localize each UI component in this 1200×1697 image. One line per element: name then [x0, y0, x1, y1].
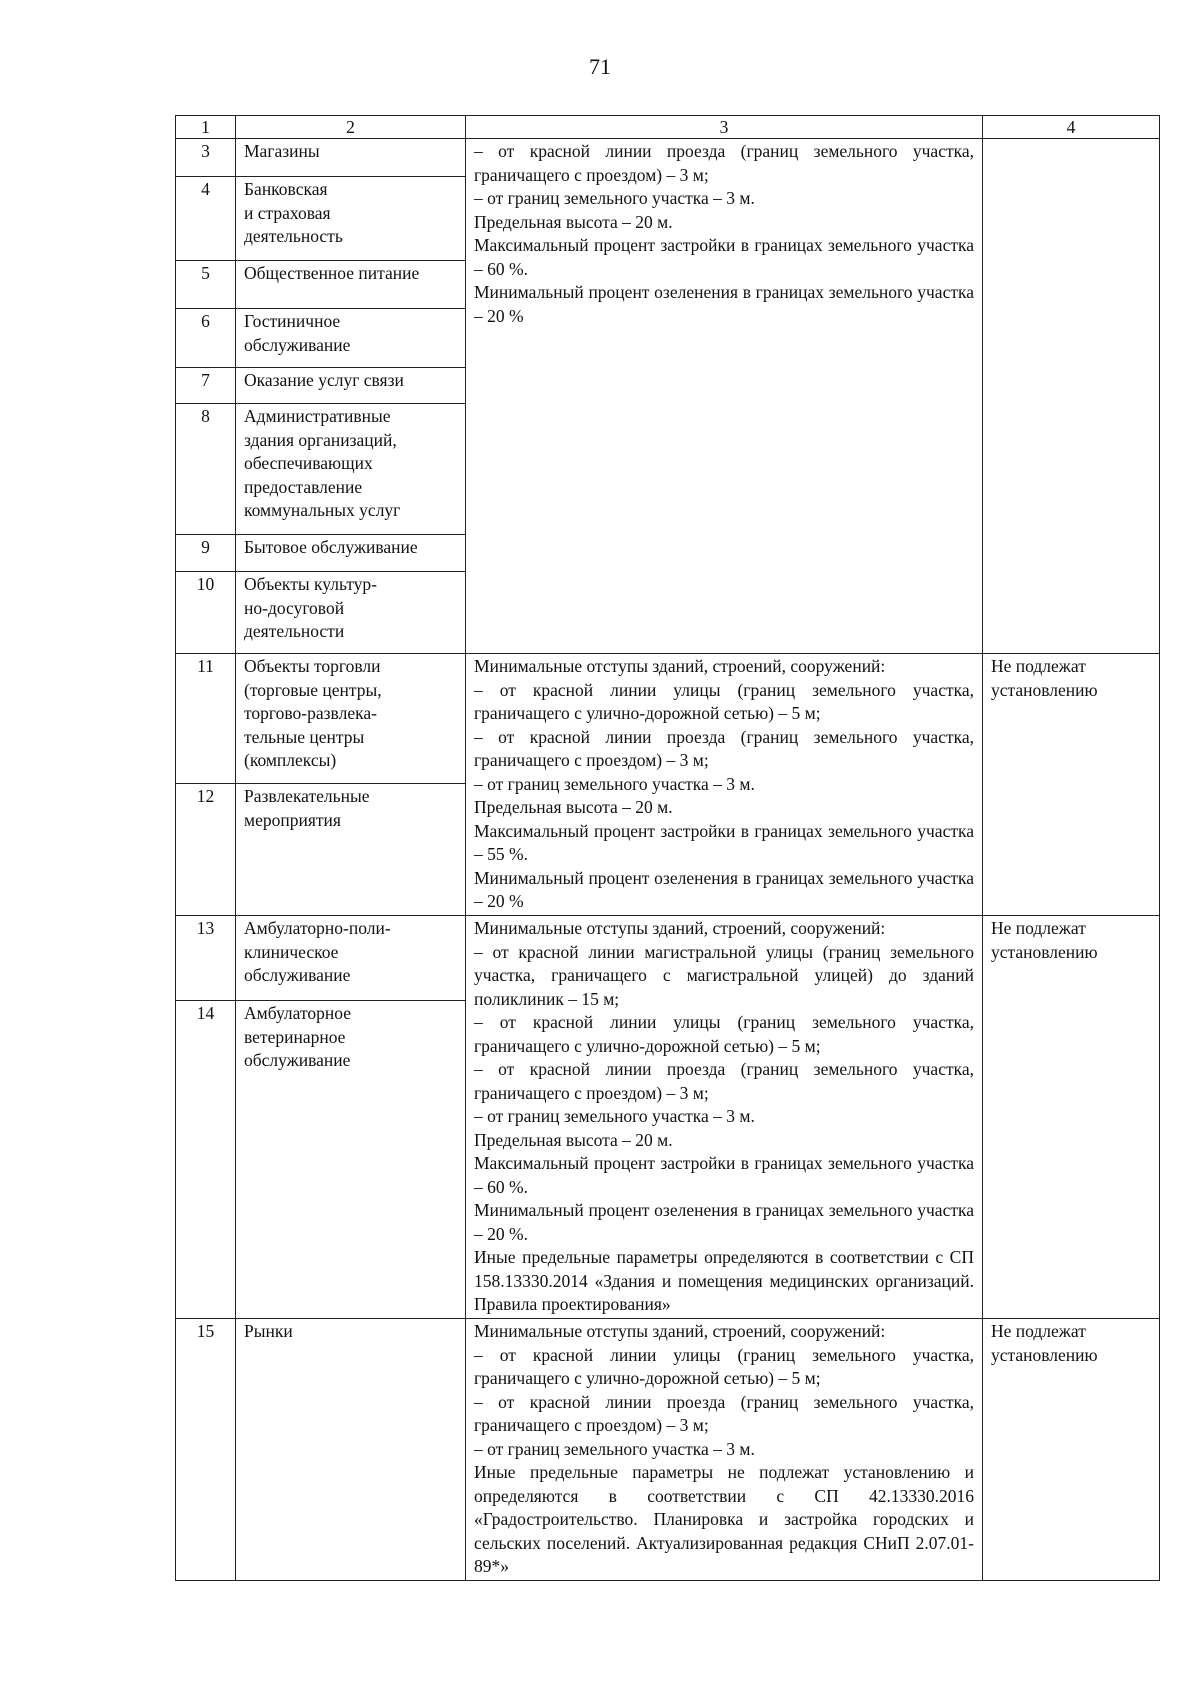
- row-number: 6: [176, 309, 236, 368]
- row-number: 13: [176, 916, 236, 1001]
- use-type-name: Административные здания организаций, обеспечивающих предоставление коммунальных услуг: [236, 404, 466, 535]
- use-type-name: Объекты культур- но-досуговой деятельности: [236, 572, 466, 654]
- row-number: 7: [176, 368, 236, 404]
- parameter-line: Иные предельные параметры не подлежат установлению и определяются в соответствии с СП 42.13330.2016 «Градостроительство. Планировка и застройка городских и сельских поселений. Актуализированная редакция СНиП 2.07.01-89*»: [474, 1462, 974, 1576]
- parameter-line: – от границ земельного участка – 3 м.: [474, 188, 755, 208]
- parameters-cell: [466, 916, 983, 1319]
- parameter-line: Минимальные отступы зданий, строений, сооружений:: [474, 656, 886, 676]
- parameter-line: – от красной линии магистральной улицы (границ земельного участка, граничащего с магистральной улицей) до зданий поликлиник – 15 м;: [474, 941, 974, 1009]
- use-type-name: Объекты торговли (торговые центры, торгово-развлека- тельные центры (комплексы): [236, 654, 466, 784]
- use-type-name: Бытовое обслуживание: [236, 535, 466, 572]
- parameter-line: – от красной линии проезда (границ земельного участка, граничащего с проездом) – 3 м;: [474, 1059, 974, 1103]
- row-number: 11: [176, 654, 236, 784]
- parameter-line: – от красной линии улицы (границ земельного участка, граничащего с улично-дорожной сетью) – 5 м;: [474, 1344, 974, 1388]
- parameter-line: – от границ земельного участка – 3 м.: [474, 1106, 755, 1126]
- use-type-name: Рынки: [236, 1319, 466, 1581]
- use-type-name: Общественное питание: [236, 261, 466, 309]
- row-number: 14: [176, 1001, 236, 1319]
- row-number: 4: [176, 177, 236, 261]
- remarks-cell: [983, 139, 1160, 654]
- parameter-line: Максимальный процент застройки в границах земельного участка – 60 %.: [474, 1153, 974, 1197]
- row-number: 9: [176, 535, 236, 572]
- remarks-cell: Не подлежат установлению: [983, 654, 1160, 916]
- parameter-line: – от красной линии проезда (границ земельного участка, граничащего с проездом) – 3 м;: [474, 1391, 974, 1435]
- use-type-name: Гостиничное обслуживание: [236, 309, 466, 368]
- header-cell: 2: [236, 116, 466, 139]
- header-cell: 3: [466, 116, 983, 139]
- land-use-parameters-table: [175, 115, 1160, 1581]
- parameter-line: Минимальные отступы зданий, строений, сооружений:: [474, 1321, 886, 1341]
- remarks-cell: Не подлежат установлению: [983, 916, 1160, 1319]
- parameter-line: Иные предельные параметры определяются в соответствии с СП 158.13330.2014 «Здания и помещения медицинских организаций. Правила проектирования»: [474, 1247, 974, 1314]
- use-type-name: Амбулаторно-поли- клиническое обслуживание: [236, 916, 466, 1001]
- parameter-line: Максимальный процент застройки в границах земельного участка – 55 %.: [474, 820, 974, 864]
- parameters-cell: [466, 139, 983, 654]
- parameter-line: Предельная высота – 20 м.: [474, 211, 673, 232]
- parameter-line: Минимальный процент озеленения в границах земельного участка – 20 %: [474, 282, 974, 326]
- use-type-name: Банковская и страховая деятельность: [236, 177, 466, 261]
- parameter-line: – от границ земельного участка – 3 м.: [474, 773, 755, 794]
- parameter-line: – от красной линии проезда (границ земельного участка, граничащего с проездом) – 3 м;: [474, 726, 974, 770]
- parameters-cell: [466, 1319, 983, 1581]
- row-number: 3: [176, 139, 236, 177]
- parameter-line: Предельная высота – 20 м.: [474, 797, 673, 817]
- parameter-line: Максимальный процент застройки в границах земельного участка – 60 %.: [474, 235, 974, 279]
- use-type-name: Магазины: [236, 139, 466, 177]
- parameter-line: – от границ земельного участка – 3 м.: [474, 1438, 755, 1459]
- header-cell: 1: [176, 116, 236, 139]
- parameter-line: Минимальный процент озеленения в границах земельного участка – 20 %.: [474, 1200, 974, 1244]
- table-row: [176, 139, 1160, 177]
- table-row: [176, 1319, 1160, 1581]
- use-type-name: Оказание услуг связи: [236, 368, 466, 404]
- remarks-cell: Не подлежат установлению: [983, 1319, 1160, 1581]
- parameter-line: Минимальный процент озеленения в границах земельного участка – 20 %: [474, 867, 974, 911]
- table-header-row: [176, 116, 1160, 139]
- use-type-name: Развлекательные мероприятия: [236, 784, 466, 916]
- header-cell: 4: [983, 116, 1160, 139]
- row-number: 8: [176, 404, 236, 535]
- parameters-cell: [466, 654, 983, 916]
- table-row: [176, 916, 1160, 1001]
- row-number: 10: [176, 572, 236, 654]
- parameter-line: Минимальные отступы зданий, строений, сооружений:: [474, 918, 886, 938]
- row-number: 12: [176, 784, 236, 916]
- parameter-line: Предельная высота – 20 м.: [474, 1129, 673, 1150]
- page-number: 71: [589, 54, 611, 79]
- parameter-line: – от красной линии улицы (границ земельного участка, граничащего с улично-дорожной сетью) – 5 м;: [474, 1012, 974, 1056]
- row-number: 5: [176, 261, 236, 309]
- row-number: 15: [176, 1319, 236, 1581]
- use-type-name: Амбулаторное ветеринарное обслуживание: [236, 1001, 466, 1319]
- parameter-line: – от красной линии проезда (границ земельного участка, граничащего с проездом) – 3 м;: [474, 141, 974, 185]
- table-row: [176, 654, 1160, 784]
- parameter-line: – от красной линии улицы (границ земельного участка, граничащего с улично-дорожной сетью) – 5 м;: [474, 679, 974, 723]
